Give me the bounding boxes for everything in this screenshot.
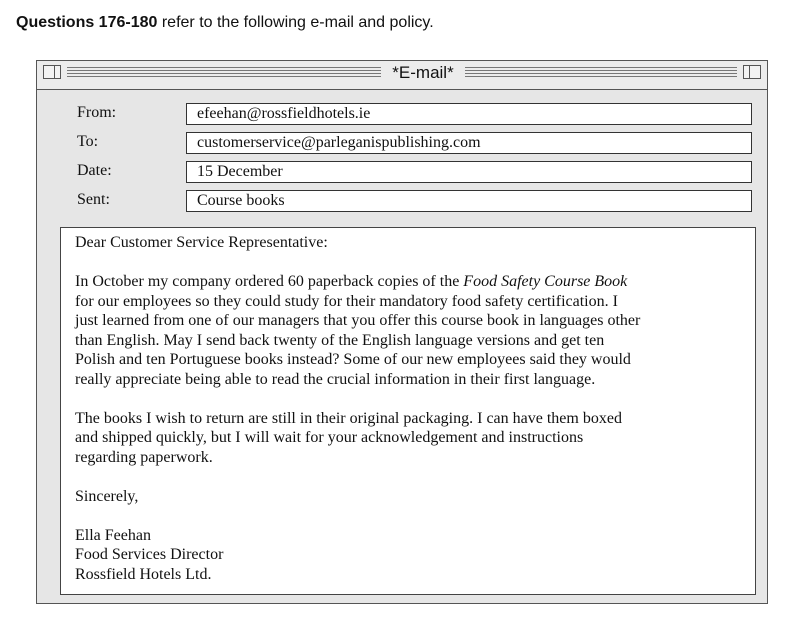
paragraph-1-line: Polish and ten Portuguese books instead? Some of our new employees said they would (75, 351, 631, 368)
paragraph-1-line: just learned from one of our managers that you offer this course book in languages other (75, 312, 641, 329)
instructions (16, 14, 434, 32)
closing: Sincerely, (75, 487, 139, 505)
window-title: *E-mail* (392, 63, 454, 82)
book-title: Food Safety Course Book (463, 273, 628, 290)
from-field[interactable]: efeehan@rossfieldhotels.ie (186, 103, 752, 125)
message-body[interactable] (60, 227, 756, 595)
email-window (36, 60, 768, 604)
close-box-icon[interactable] (43, 65, 61, 79)
instruction-text: refer to the following e-mail and policy. (157, 14, 434, 31)
date-label: Date: (77, 162, 112, 179)
signature-title: Food Services Director (75, 546, 224, 563)
date-field[interactable]: 15 December (186, 161, 752, 183)
to-label: To: (77, 133, 99, 150)
from-label: From: (77, 104, 117, 121)
paragraph-2-line: and shipped quickly, but I will wait for your acknowledgement and instructions (75, 429, 584, 446)
paragraph-1-line: really appreciate being able to read the crucial information in their first language. (75, 370, 596, 388)
paragraph-2-line: The books I wish to return are still in their original packaging. I can have them boxed (75, 409, 622, 427)
zoom-box-icon[interactable] (743, 65, 761, 79)
subject-field[interactable]: Course books (186, 190, 752, 212)
title-bar-stripes-left (67, 67, 381, 79)
signature-name: Ella Feehan (75, 526, 151, 544)
signature-company: Rossfield Hotels Ltd. (75, 565, 212, 583)
title-bar-stripes-right (465, 67, 737, 79)
paragraph-1-line: In October my company ordered 60 paperback copies of the Food Safety Course Book (75, 273, 628, 290)
question-range: Questions 176-180 (16, 14, 158, 31)
title-bar (37, 61, 767, 90)
salutation: Dear Customer Service Representative: (75, 234, 328, 251)
paragraph-1-line: for our employees so they could study for their mandatory food safety certification. I (75, 292, 618, 310)
to-field[interactable]: customerservice@parleganispublishing.com (186, 132, 752, 154)
sent-label: Sent: (77, 191, 110, 208)
paragraph-1-line: than English. May I send back twenty of the English language versions and get ten (75, 331, 605, 349)
paragraph-2-line: regarding paperwork. (75, 448, 213, 466)
